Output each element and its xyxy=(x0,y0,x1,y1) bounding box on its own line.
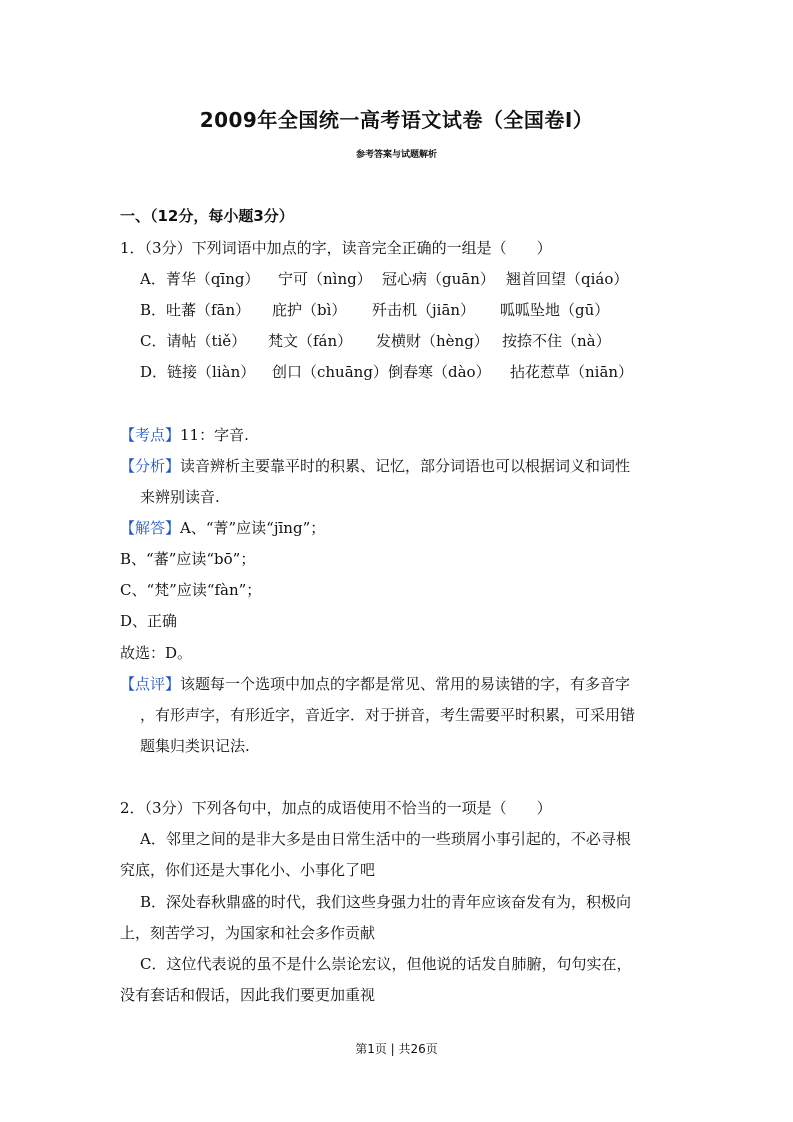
kaodian-text: 11：字音. xyxy=(180,426,249,444)
dianping-line-2: ，有形声字，有形近字，音近字．对于拼音，考生需要平时积累，可采用错 xyxy=(140,706,636,724)
option-item: D．链接（liàn） xyxy=(140,363,256,381)
question-2-option-a-cont: 究底，你们还是大事化小、小事化了吧 xyxy=(120,861,376,879)
dianping-tag: 【点评】 xyxy=(120,675,181,693)
option-item: 歼击机（jiān） xyxy=(372,301,476,319)
dianping-line xyxy=(120,674,630,694)
page-title: 2009年全国统一高考语文试卷（全国卷Ⅰ） xyxy=(199,108,594,132)
option-item: 庇护（bì） xyxy=(272,301,347,319)
jieda-line-d: D、正确 xyxy=(120,612,178,630)
dianping-line-3: 题集归类识记法. xyxy=(140,737,250,755)
dianping-text: 该题每一个选项中加点的字都是常见、常用的易读错的字，有多音字 xyxy=(180,675,631,693)
kaodian-tag: 【考点】 xyxy=(120,426,181,444)
question-2-option-b-cont: 上，刻苦学习，为国家和社会多作贡献 xyxy=(120,924,376,942)
kaodian-line xyxy=(120,425,249,445)
option-item: 倒春寒（dào） xyxy=(388,363,491,381)
jieda-text: A、“菁”应读“jīng”； xyxy=(180,519,326,537)
option-item: 拈花惹草（niān） xyxy=(510,363,634,381)
jieda-tag: 【解答】 xyxy=(120,519,181,537)
question-2-stem: 2．（3分）下列各句中，加点的成语使用不恰当的一项是（ ） xyxy=(120,799,552,817)
question-2-option-c-cont: 没有套话和假话，因此我们要更加重视 xyxy=(120,986,376,1004)
question-1-option-c xyxy=(140,331,611,351)
jieda-line-b: B、“蕃”应读“bō”； xyxy=(120,550,256,568)
option-item: 梵文（fán） xyxy=(268,332,353,350)
section-heading: 一、（12分，每小题3分） xyxy=(120,207,294,225)
option-item: 冠心病（guān） xyxy=(382,270,495,288)
jieda-line-c: C、“梵”应读“fàn”； xyxy=(120,581,262,599)
option-item: 创口（chuāng） xyxy=(272,363,388,381)
option-item: 宁可（nìng） xyxy=(278,270,372,288)
question-1-option-a xyxy=(140,269,628,289)
question-1-option-d xyxy=(140,362,633,382)
fenxi-tag: 【分析】 xyxy=(120,457,181,475)
fenxi-line-2: 来辨别读音. xyxy=(140,488,220,506)
option-item: 呱呱坠地（gū） xyxy=(500,301,610,319)
fenxi-text: 读音辨析主要靠平时的积累、记忆，部分词语也可以根据词义和词性 xyxy=(180,457,631,475)
option-item: 按捺不住（nà） xyxy=(502,332,611,350)
option-item: 翘首回望（qiáo） xyxy=(506,270,629,288)
option-item: 发横财（hèng） xyxy=(376,332,489,350)
fenxi-line xyxy=(120,456,630,476)
option-item: A．菁华（qīng） xyxy=(140,270,260,288)
page-footer: 第1页 | 共26页 xyxy=(355,1042,438,1056)
jieda-line xyxy=(120,518,325,538)
option-item: C．请帖（tiě） xyxy=(140,332,247,350)
question-2-option-b: B．深处春秋鼎盛的时代，我们这些身强力壮的青年应该奋发有为，积极向 xyxy=(140,893,632,911)
page-subtitle: 参考答案与试题解析 xyxy=(355,150,437,160)
option-item: B．吐蕃（fān） xyxy=(140,301,251,319)
jieda-answer: 故选：D。 xyxy=(120,644,193,662)
question-1-option-b xyxy=(140,300,609,320)
question-2-option-c: C．这位代表说的虽不是什么崇论宏议，但他说的话发自肺腑，句句实在， xyxy=(140,955,632,973)
question-1-stem: 1．（3分）下列词语中加点的字，读音完全正确的一组是（ ） xyxy=(120,239,552,257)
question-2-option-a: A．邻里之间的是非大多是由日常生活中的一些琐屑小事引起的，不必寻根 xyxy=(140,830,631,848)
